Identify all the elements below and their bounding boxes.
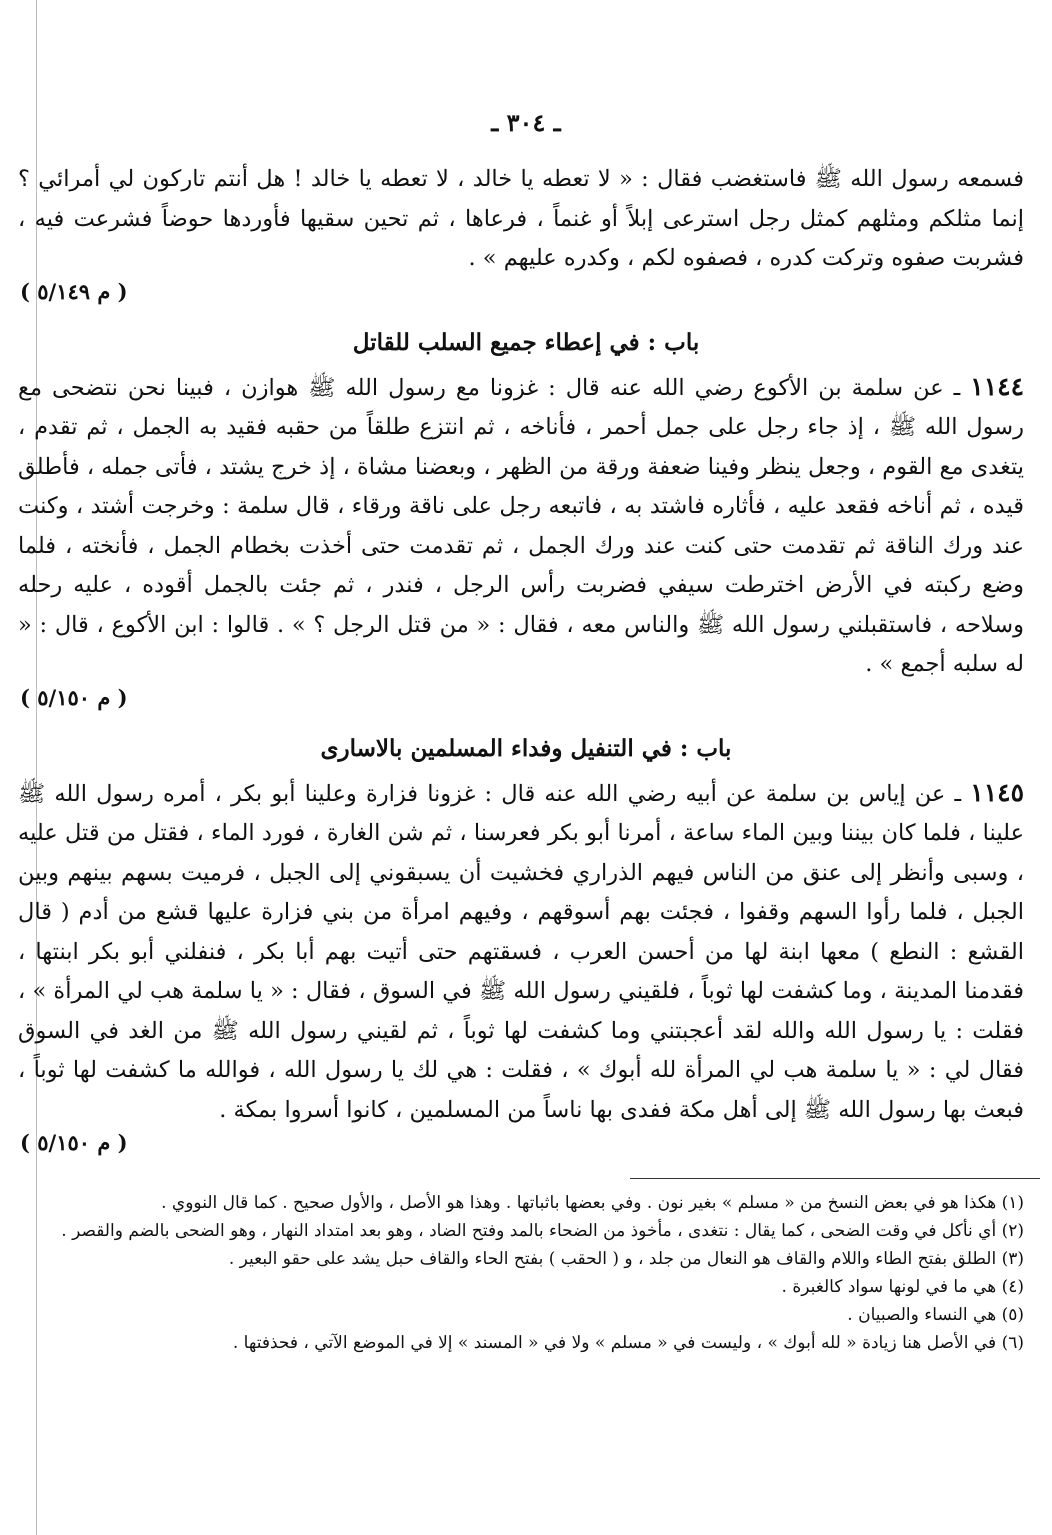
book-page [12, 108, 1040, 1359]
footnote-divider [630, 1178, 1040, 1179]
hadith-paragraph [12, 773, 1040, 1131]
chapter-heading: باب : في التنفيل وفداء المسلمين بالاسارى [320, 734, 732, 762]
hadith-1143 [12, 160, 1040, 307]
hadith-paragraph [12, 367, 1040, 685]
hadith-text: فسمعه رسول الله ﷺ فاستغضب فقال : « لا تعطه يا خالد ، لا تعطه يا خالد ! هل أنتم تاركون لي أمرائي ؟ إنما مثلكم ومثلهم كمثل رجل استرعى إبلاً أو غنماً ، فرعاها ، ثم تحين سقيها فأوردها حوضاً فشرعت فيه ، فشربت صفوه وتركت كدره ، فصفوه لكم ، وكدره عليهم » . [18, 166, 1024, 271]
hadith-number: ١١٤٤ [970, 371, 1024, 401]
hadith-text: ـ عن إياس بن سلمة عن أبيه رضي الله عنه قال : غزونا فزارة وعلينا أبو بكر ، أمره رسول الله ﷺ علينا ، فلما كان بيننا وبين الماء ساعة ، أمرنا أبو بكر فعرسنا ، ثم شن الغارة ، فورد الماء ، فقتل من قتل عليه ، وسبى وأنظر إلى عنق من الناس فيهم الذراري فخشيت أن يسبقوني إلى الجبل ، فرميت بسهم بينهم وبين الجبل ، فلما رأوا السهم وقفوا ، فجئت بهم أسوقهم ، وفيهم امرأة من بني فزارة عليها قشع من أدم ( قال القشع : النطع ) معها ابنة لها من أحسن العرب ، فسقتهم حتى أتيت بهم أبا بكر ، فنفلني أبو بكر ابنتها ، فقدمنا المدينة ، وما كشفت لها ثوباً ، فلقيني رسول الله ﷺ في السوق ، فقال : « يا سلمة هب لي المرأة » ، فقلت : يا رسول الله والله لقد أعجبتني وما كشفت لها ثوباً ، ثم لقيني رسول الله ﷺ من الغد في السوق فقال لي : « يا سلمة هب لي المرأة لله أبوك » ، فقلت : هي لك يا رسول الله ، فوالله ما كشفت لها ثوباً ، فبعث بها رسول الله ﷺ إلى أهل مكة ففدى بها ناساً من المسلمين ، كانوا أسروا بمكة . [18, 780, 1024, 1123]
hadith-1144 [12, 367, 1040, 713]
footnote: (٢) أي نأكل في وقت الضحى ، كما يقال : نتغدى ، مأخوذ من الضحاء بالمد وفتح الضاد ، وهو بعد امتداد النهار ، وهو الضحى بالضم والقصر . [61, 1221, 1024, 1241]
footnotes [12, 1191, 1040, 1356]
footnote: (٥) هي النساء والصبيان . [847, 1305, 1024, 1325]
source-reference: ( م ٥/١٥٠ ) [20, 1130, 128, 1155]
hadith-number: ١١٤٥ [970, 777, 1024, 807]
footnote: (٤) هي ما في لونها سواد كالغبرة . [781, 1277, 1024, 1297]
source-reference: ( م ٥/١٥٠ ) [20, 684, 128, 710]
chapter-heading: باب : في إعطاء جميع السلب للقاتل [352, 328, 700, 356]
hadith-text: ـ عن سلمة بن الأكوع رضي الله عنه قال : غزونا مع رسول الله ﷺ هوازن ، فبينا نحن نتضحى مع رسول الله ﷺ ، إذ جاء رجل على جمل أحمر ، فأناخه ، ثم انتزع طلقاً من حقبه فقيد به الجمل ، ثم تقدم ، يتغدى مع القوم ، وجعل ينظر وفينا ضعفة ورقة من الظهر ، وبعضنا مشاة ، إذ خرج يشتد ، فأتى جمله ، فأطلق قيده ، ثم أناخه فقعد عليه ، فأثاره فاشتد به ، فاتبعه رجل على ناقة ورقاء ، قال سلمة : وخرجت أشتد ، وكنت عند ورك الناقة ثم تقدمت حتى كنت عند ورك الجمل ، ثم تقدمت حتى أخذت بخطام الجمل ، فأنخته ، فلما وضع ركبته في الأرض اخترطت سيفي فضربت رأس الرجل ، فندر ، ثم جئت بالجمل أقوده ، عليه رحله وسلاحه ، فاستقبلني رسول الله ﷺ والناس معه ، فقال : « من قتل الرجل ؟ » . قالوا : ابن الأكوع ، قال : « له سلبه أجمع » . [18, 374, 1024, 677]
footnote: (٣) الطلق بفتح الطاء واللام والقاف هو النعال من جلد ، و ( الحقب ) بفتح الحاء والقاف حبل يشد على حقو البعير . [228, 1249, 1024, 1269]
page-number: ـ ٣٠٤ ـ [491, 108, 561, 137]
hadith-1145 [12, 773, 1040, 1159]
source-reference: ( م ٥/١٤٩ ) [20, 278, 128, 304]
footnote: (١) هكذا هو في بعض النسخ من « مسلم » بغير نون . وفي بعضها باثباتها . وهذا هو الأصل ، والأول صحيح . كما قال النووي . [161, 1193, 1024, 1213]
footnote: (٦) في الأصل هنا زيادة « لله أبوك » ، وليست في « مسلم » ولا في « المسند » إلا في الموضع الآتي ، فحذفتها . [232, 1333, 1024, 1353]
